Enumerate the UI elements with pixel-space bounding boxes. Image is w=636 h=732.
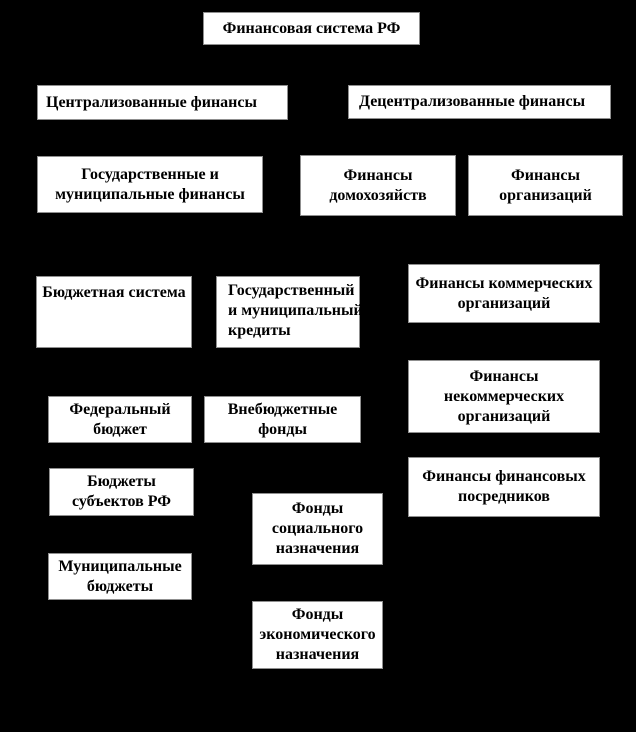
node-label-line: бюджет (93, 420, 147, 438)
node-state-municipal-credit (216, 276, 363, 348)
node-label-line: домохозяйств (329, 186, 427, 204)
node-label-line: Муниципальные (58, 557, 182, 575)
node-federal-budget (48, 396, 192, 443)
node-label-line: кредиты (228, 322, 291, 339)
node-economic-purpose-funds (252, 601, 383, 669)
node-decentralized-finance (348, 85, 611, 119)
node-noncommercial-org-finance (408, 360, 600, 433)
node-label-line: экономического (259, 626, 376, 643)
node-label-line: Финансовая система РФ (222, 19, 401, 37)
node-household-finance (300, 155, 456, 216)
node-social-purpose-funds (252, 493, 383, 565)
node-financial-intermediaries (408, 457, 600, 517)
node-label-line: Финансы коммерческих (415, 274, 593, 292)
node-state-municipal-finance (37, 156, 263, 213)
node-label-line: Централизованные финансы (46, 93, 257, 111)
node-label-line: Фонды (291, 500, 344, 517)
node-label-line: социального (271, 520, 364, 537)
node-label-line: Децентрализованные финансы (359, 93, 586, 110)
node-label-line: и муниципальный (228, 302, 363, 319)
node-label-line: Бюджеты (87, 473, 156, 490)
node-label-line: Государственный (228, 282, 355, 299)
node-label-line: Федеральный (69, 400, 171, 418)
node-label-line: бюджеты (86, 577, 154, 595)
node-commercial-org-finance (408, 264, 600, 323)
node-label-line: субъектов РФ (71, 493, 172, 510)
node-label-line: Внебюджетные (227, 400, 338, 418)
node-label-line: Финансы финансовых (422, 468, 586, 485)
node-organization-finance (468, 155, 623, 216)
node-label-line: Бюджетная система (42, 284, 186, 301)
node-label-line: назначения (275, 646, 360, 663)
node-label-line: Финансы (469, 367, 539, 385)
node-label-line: фонды (258, 420, 307, 438)
node-centralized-finance (37, 85, 288, 120)
node-label-line: Государственные и (81, 165, 219, 183)
node-label-line: организаций (457, 294, 551, 312)
node-label-line: некоммерческих (443, 387, 565, 405)
node-budget-system (36, 276, 192, 348)
node-label-line: организаций (457, 407, 551, 425)
node-extrabudgetary-funds (204, 396, 361, 443)
node-label-line: назначения (275, 540, 360, 557)
node-label-line: муниципальные финансы (55, 185, 245, 203)
node-financial-system-rf (203, 12, 420, 45)
node-subject-budgets (49, 468, 194, 516)
node-label-line: Финансы (511, 166, 580, 184)
node-municipal-budgets (48, 553, 192, 600)
node-label-line: организаций (499, 186, 592, 204)
node-label-line: посредников (458, 488, 550, 505)
node-label-line: Финансы (343, 166, 413, 184)
node-label-line: Фонды (291, 606, 344, 623)
